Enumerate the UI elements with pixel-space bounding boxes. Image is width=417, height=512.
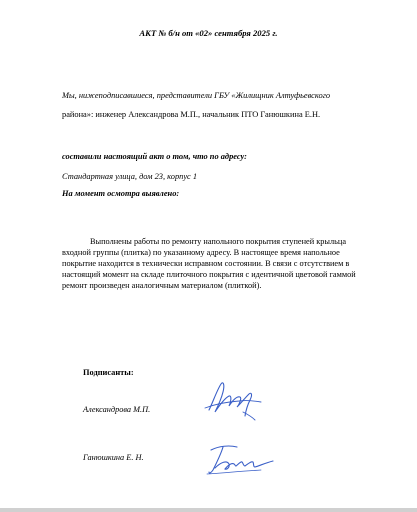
intro-line-2: района»: инженер Александрова М.П., начальник ПТО Ганюшкина Е.Н. <box>62 110 321 119</box>
signature-1-icon <box>199 372 269 424</box>
signer-name-2: Ганюшкина Е. Н. <box>83 453 144 462</box>
act-statement: составили настоящий акт о том, что по адресу: <box>62 152 247 161</box>
signers-heading: Подписанты: <box>83 368 134 377</box>
findings-heading: На момент осмотра выявлено: <box>62 189 180 198</box>
signature-2-icon <box>203 440 279 480</box>
findings-paragraph: Выполнены работы по ремонту напольного покрытия ступеней крыльца входной группы (плитка) по указанному адресу. В настоящее время напольное покрытие находится в технически исправном состоянии. В связи с отсутствием в настоящий момент на складе плиточного покрытия с идентичной цветовой гаммой ремонт произведен аналогичным материалом (плиткой). <box>62 237 356 290</box>
document-title: АКТ № б/н от «02» сентября 2025 г. <box>139 28 278 38</box>
signer-name-1: Александрова М.П. <box>83 405 151 414</box>
intro-line-1: Мы, нижеподписавшиеся, представители ГБУ «Жилищник Алтуфьевского <box>62 91 331 100</box>
address: Стандартная улица, дом 23, корпус 1 <box>62 172 198 181</box>
page-bottom-edge <box>0 508 417 512</box>
